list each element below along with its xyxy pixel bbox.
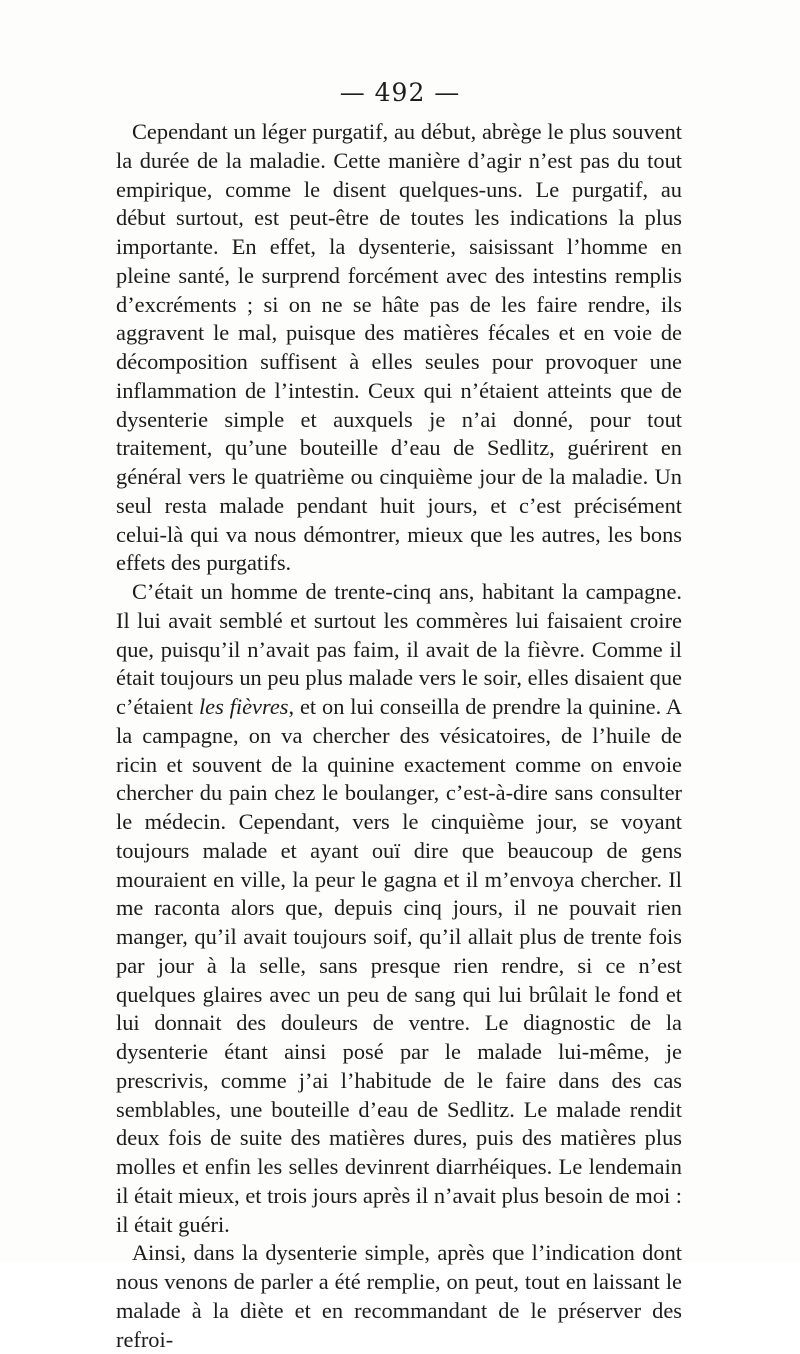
body-text [116, 118, 682, 1354]
paragraph-text: Ainsi, dans la dysenterie simple, après que l’indication dont nous venons de parler a été remplie, on peut, tout en laissant le malade à la diète et en recommandant de le préserver des refroi- [116, 1240, 682, 1352]
paragraph-text-continued: , et on lui conseilla de prendre la quinine. A la campagne, on va chercher des vésicatoires, de l’huile de ricin et souvent de la quinine exactement comme on envoie chercher du pain chez le boulanger, c’est-à-dire sans consulter le médecin. Cependant, vers le cinquième jour, se voyant toujours malade et ayant ouï dire que beaucoup de gens mouraient en ville, la peur le gagna et il m’envoya chercher. Il me raconta alors que, depuis cinq jours, il ne pouvait rien manger, qu’il avait toujours soif, qu’il allait plus de trente fois par jour à la selle, sans presque rien rendre, si ce n’est quelques glaires avec un peu de sang qui lui brûlait le fond et lui donnait des douleurs de ventre. Le diagnostic de la dysenterie étant ainsi posé par le malade lui-même, je prescrivis, comme j’ai l’habitude de le faire dans des cas semblables, une bouteille d’eau de Sedlitz. Le malade rendit deux fois de suite des matières dures, puis des matières plus molles et enfin les selles devinrent diarrhéiques. Le lendemain il était mieux, et trois jours après il n’avait plus besoin de moi : il était guéri. [116, 694, 682, 1237]
paragraph-conclusion [116, 1239, 682, 1354]
paragraph-text: C’était un homme de trente-cinq ans, habitant la campagne. Il lui avait semblé et surtout les commères lui faisaient croire que, puisqu’il n’avait pas faim, il avait de la fièvre. Comme il était toujours un peu plus malade vers le soir, elles disaient que c’étaient [116, 579, 682, 719]
page-number: — 492 — [339, 78, 461, 107]
italic-phrase: les fièvres [198, 694, 289, 719]
paragraph-case-study [116, 578, 682, 1239]
paragraph-purgatif [116, 118, 682, 578]
paragraph-text: Cependant un léger purgatif, au début, abrège le plus souvent la durée de la maladie. Cette manière d’agir n’est pas du tout empirique, comme le disent quelques-uns. Le purgatif, au début surtout, est peut-être de toutes les indications la plus importante. En effet, la dysenterie, saisissant l’homme en pleine santé, le surprend forcément avec des intestins remplis d’excréments ; si on ne se hâte pas de les faire rendre, ils aggravent le mal, puisque des matières fécales et en voie de décomposition suffisent à elles seules pour provoquer une inflammation de l’intestin. Ceux qui n’étaient atteints que de dysenterie simple et auxquels je n’ai donné, pour tout traitement, qu’une bouteille d’eau de Sedlitz, guérirent en général vers le quatrième ou cinquième jour de la maladie. Un seul resta malade pendant huit jours, et c’est précisément celui-là qui va nous démontrer, mieux que les autres, les bons effets des purgatifs. [116, 119, 682, 576]
